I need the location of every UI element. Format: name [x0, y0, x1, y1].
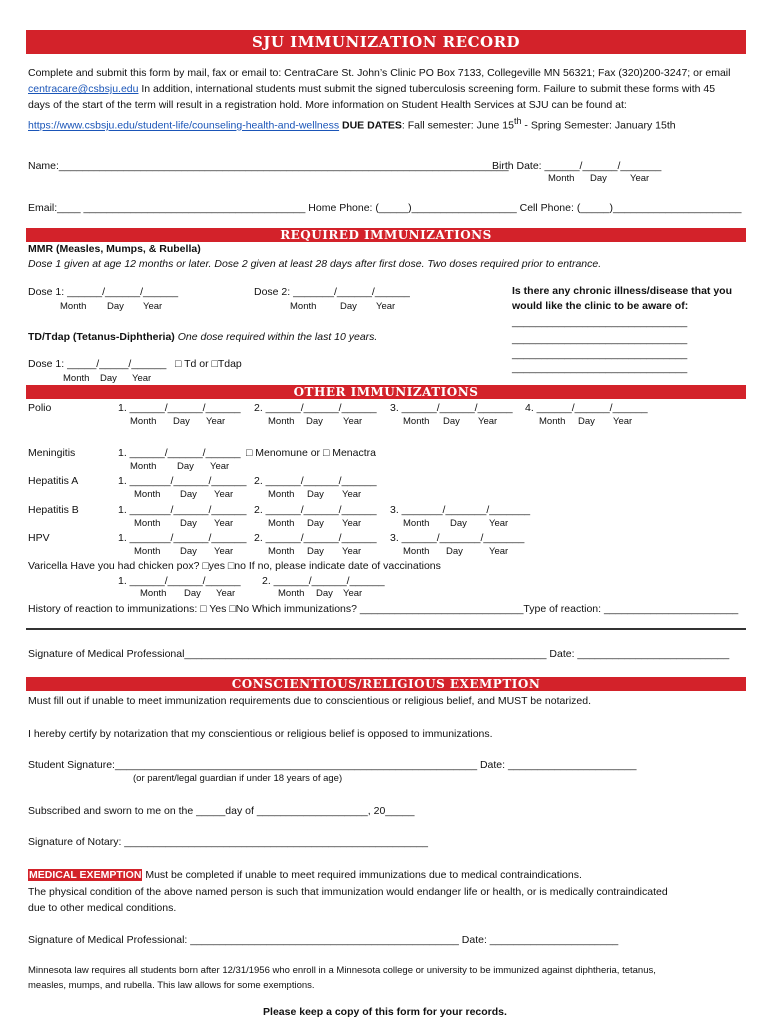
mmr-dose2-field[interactable]: Dose 2: _______/______/______ [254, 286, 410, 298]
form-title: SJU IMMUNIZATION RECORD [26, 30, 746, 54]
birth-date-field[interactable]: Birth Date: ______/______/_______ [492, 160, 662, 172]
varicella-question[interactable]: Varicella Have you had chicken pox? □yes □no If no, please indicate date of vaccinations [28, 560, 441, 572]
name-field[interactable]: Name:_____________________________________________________________________________ [28, 160, 509, 172]
medical-exemption-line [28, 869, 582, 881]
year-label: Year [210, 461, 230, 472]
polio-dose1-field[interactable]: 1. ______/______/______ [118, 402, 241, 414]
meningitis-type-checkboxes[interactable]: □ Menomune or □ Menactra [246, 447, 376, 459]
intro-text-2: In addition, international students must submit the signed tuberculosis screening form. Failure to submit these forms with 45 days of the start of the term will result in a registration hold. More information on Student Health Services at SJU can be found at: [28, 83, 716, 111]
birth-day-label: Day [590, 173, 607, 184]
day-label: Day [306, 416, 323, 427]
month-label: Month [268, 546, 295, 557]
varicella-dose1-field[interactable]: 1. ______/______/______ [118, 575, 241, 587]
due-sup: th [513, 116, 522, 126]
hepatitis-a-dose2-field[interactable]: 2. ______/______/______ [254, 475, 377, 487]
year-label: Year [478, 416, 498, 427]
year-label: Year [214, 546, 234, 557]
polio-dose4-field[interactable]: 4. ______/______/______ [525, 402, 648, 414]
month-label: Month [278, 588, 305, 599]
month-label: Month [268, 416, 295, 427]
month-label: Month [134, 546, 161, 557]
medical-exemption-label: MEDICAL EXEMPTION [29, 869, 142, 881]
year-label: Year [342, 546, 362, 557]
notary-signature-field[interactable]: Signature of Notary: ____________________________________________________ [28, 836, 428, 848]
day-label: Day [578, 416, 595, 427]
intro-text: Complete and submit this form by mail, fax or email to: CentraCare St. John’s Clinic PO Box 7133, Collegeville MN 56321; Fax (320)200-3247; or email [28, 67, 731, 79]
medical-exemption-signature-field[interactable]: Signature of Medical Professional: ______________________________________________ Date: ______________________ [28, 934, 619, 946]
mmr-title: MMR (Measles, Mumps, & Rubella) [28, 243, 201, 255]
year-label: Year [376, 301, 396, 312]
year-label: Year [132, 373, 152, 384]
day-label: Day [180, 489, 197, 500]
day-label: Day [443, 416, 460, 427]
year-label: Year [342, 518, 362, 529]
td-type-checkboxes[interactable]: □ Td or □Tdap [175, 358, 242, 370]
hepatitis-a-dose1-field[interactable]: 1. _______/______/______ [118, 475, 247, 487]
exemption-certification: I hereby certify by notarization that my conscientious or religious belief is opposed to immunizations. [28, 728, 493, 740]
email-link[interactable]: centracare@csbsju.edu [28, 83, 139, 95]
religious-exemption-header: CONSCIENTIOUS/RELIGIOUS EXEMPTION [26, 677, 746, 691]
medical-condition-text-2: due to other medical conditions. [28, 902, 177, 914]
month-label: Month [134, 489, 161, 500]
hepatitis-b-dose2-field[interactable]: 2. ______/______/______ [254, 504, 377, 516]
day-label: Day [184, 588, 201, 599]
sworn-date-field[interactable]: Subscribed and sworn to me on the _____day of ___________________, 20_____ [28, 805, 415, 817]
chronic-question: Is there any chronic illness/disease that you [512, 285, 732, 297]
month-label: Month [290, 301, 317, 312]
medical-exemption-text: Must be completed if unable to meet required immunizations due to medical contraindications. [142, 869, 582, 881]
meningitis-dose1-field[interactable]: 1. ______/______/______ [118, 447, 241, 459]
student-signature-field[interactable]: Student Signature:______________________________________________________________ Date: ______________________ [28, 759, 637, 771]
mmr-note: Dose 1 given at age 12 months or later. Dose 2 given at least 28 days after first dose. Two doses required prior to entrance. [28, 258, 602, 270]
polio-dose2-field[interactable]: 2. ______/______/______ [254, 402, 377, 414]
due-dates-text: : Fall semester: June 15 [401, 119, 514, 132]
guardian-note: (or parent/legal guardian if under 18 years of age) [133, 773, 343, 784]
medical-condition-text: The physical condition of the above named person is such that immunization would endanger life or health, or is medically contraindicated [28, 886, 668, 898]
chronic-answer-line[interactable]: ______________________________ [512, 316, 688, 328]
day-label: Day [316, 588, 333, 599]
day-label: Day [307, 546, 324, 557]
td-title: TD/Tdap (Tetanus-Diphtheria) [28, 331, 175, 343]
day-label: Day [450, 518, 467, 529]
divider [26, 628, 746, 630]
month-label: Month [539, 416, 566, 427]
month-label: Month [63, 373, 90, 384]
mmr-dose1-field[interactable]: Dose 1: ______/______/______ [28, 286, 179, 298]
birth-year-label: Year [630, 173, 650, 184]
year-label: Year [206, 416, 226, 427]
month-label: Month [403, 416, 430, 427]
year-label: Year [343, 416, 363, 427]
hpv-dose2-field[interactable]: 2. ______/______/______ [254, 532, 377, 544]
year-label: Year [343, 588, 363, 599]
birth-month-label: Month [548, 173, 575, 184]
intro-paragraph [28, 65, 740, 134]
day-label: Day [180, 518, 197, 529]
year-label: Year [214, 489, 234, 500]
year-label: Year [143, 301, 163, 312]
month-label: Month [403, 546, 430, 557]
chronic-question-2: would like the clinic to be aware of: [512, 300, 689, 312]
other-immunizations-header: OTHER IMMUNIZATIONS [26, 385, 746, 399]
day-label: Day [446, 546, 463, 557]
year-label: Year [214, 518, 234, 529]
year-label: Year [489, 518, 509, 529]
hpv-dose3-field[interactable]: 3. ______/_______/_______ [390, 532, 525, 544]
month-label: Month [268, 489, 295, 500]
day-label: Day [180, 546, 197, 557]
td-dose-field[interactable]: Dose 1: _____/_____/______ [28, 358, 167, 370]
day-label: Day [100, 373, 117, 384]
hepatitis-a-label: Hepatitis A [28, 475, 79, 487]
td-title-line [28, 331, 377, 343]
chronic-answer-line[interactable]: ______________________________ [512, 333, 688, 345]
month-label: Month [403, 518, 430, 529]
day-label: Day [173, 416, 190, 427]
chronic-answer-line[interactable]: ______________________________ [512, 362, 688, 374]
hepatitis-b-dose1-field[interactable]: 1. _______/______/______ [118, 504, 247, 516]
hepatitis-b-label: Hepatitis B [28, 504, 79, 516]
medical-professional-signature-field[interactable]: Signature of Medical Professional______________________________________________________________ Date: __________________________ [28, 648, 730, 660]
website-link[interactable]: https://www.csbsju.edu/student-life/counseling-health-and-wellness [28, 119, 340, 132]
required-immunizations-header: REQUIRED IMMUNIZATIONS [26, 228, 746, 242]
year-label: Year [489, 546, 509, 557]
year-label: Year [342, 489, 362, 500]
month-label: Month [134, 518, 161, 529]
due-dates-text-2: - Spring Semester: January 15th [521, 119, 676, 132]
meningitis-label: Meningitis [28, 447, 76, 459]
minnesota-law-text-2: measles, mumps, and rubella. This law allows for some exemptions. [28, 980, 315, 991]
varicella-dose2-field[interactable]: 2. ______/______/______ [262, 575, 385, 587]
exemption-instruction: Must fill out if unable to meet immunization requirements due to conscientious or religious belief, and MUST be notarized. [28, 695, 592, 707]
day-label: Day [307, 489, 324, 500]
minnesota-law-text: Minnesota law requires all students born after 12/31/1956 who enroll in a Minnesota college or university to be immunized against diphtheria, tetanus, [28, 965, 656, 976]
footer-note: Please keep a copy of this form for your records. [263, 1006, 507, 1018]
year-label: Year [613, 416, 633, 427]
due-dates-label: DUE DATES [342, 119, 402, 132]
month-label: Month [60, 301, 87, 312]
chronic-answer-line[interactable]: ______________________________ [512, 348, 688, 360]
td-note: One dose required within the last 10 years. [174, 331, 378, 343]
year-label: Year [216, 588, 236, 599]
day-label: Day [307, 518, 324, 529]
polio-label: Polio [28, 402, 52, 414]
month-label: Month [130, 461, 157, 472]
day-label: Day [340, 301, 357, 312]
month-label: Month [140, 588, 167, 599]
month-label: Month [268, 518, 295, 529]
contact-fields[interactable]: Email:____ ______________________________________ Home Phone: (_____)__________________ Cell Phone: (_____)______________________ [28, 202, 742, 214]
day-label: Day [177, 461, 194, 472]
day-label: Day [107, 301, 124, 312]
polio-dose3-field[interactable]: 3. ______/______/______ [390, 402, 513, 414]
reaction-history-field[interactable]: History of reaction to immunizations: □ Yes □No Which immunizations? ____________________________Type of reaction: _______________________ [28, 603, 739, 615]
hpv-dose1-field[interactable]: 1. _______/______/______ [118, 532, 247, 544]
hpv-label: HPV [28, 532, 50, 544]
hepatitis-b-dose3-field[interactable]: 3. _______/_______/_______ [390, 504, 531, 516]
month-label: Month [130, 416, 157, 427]
